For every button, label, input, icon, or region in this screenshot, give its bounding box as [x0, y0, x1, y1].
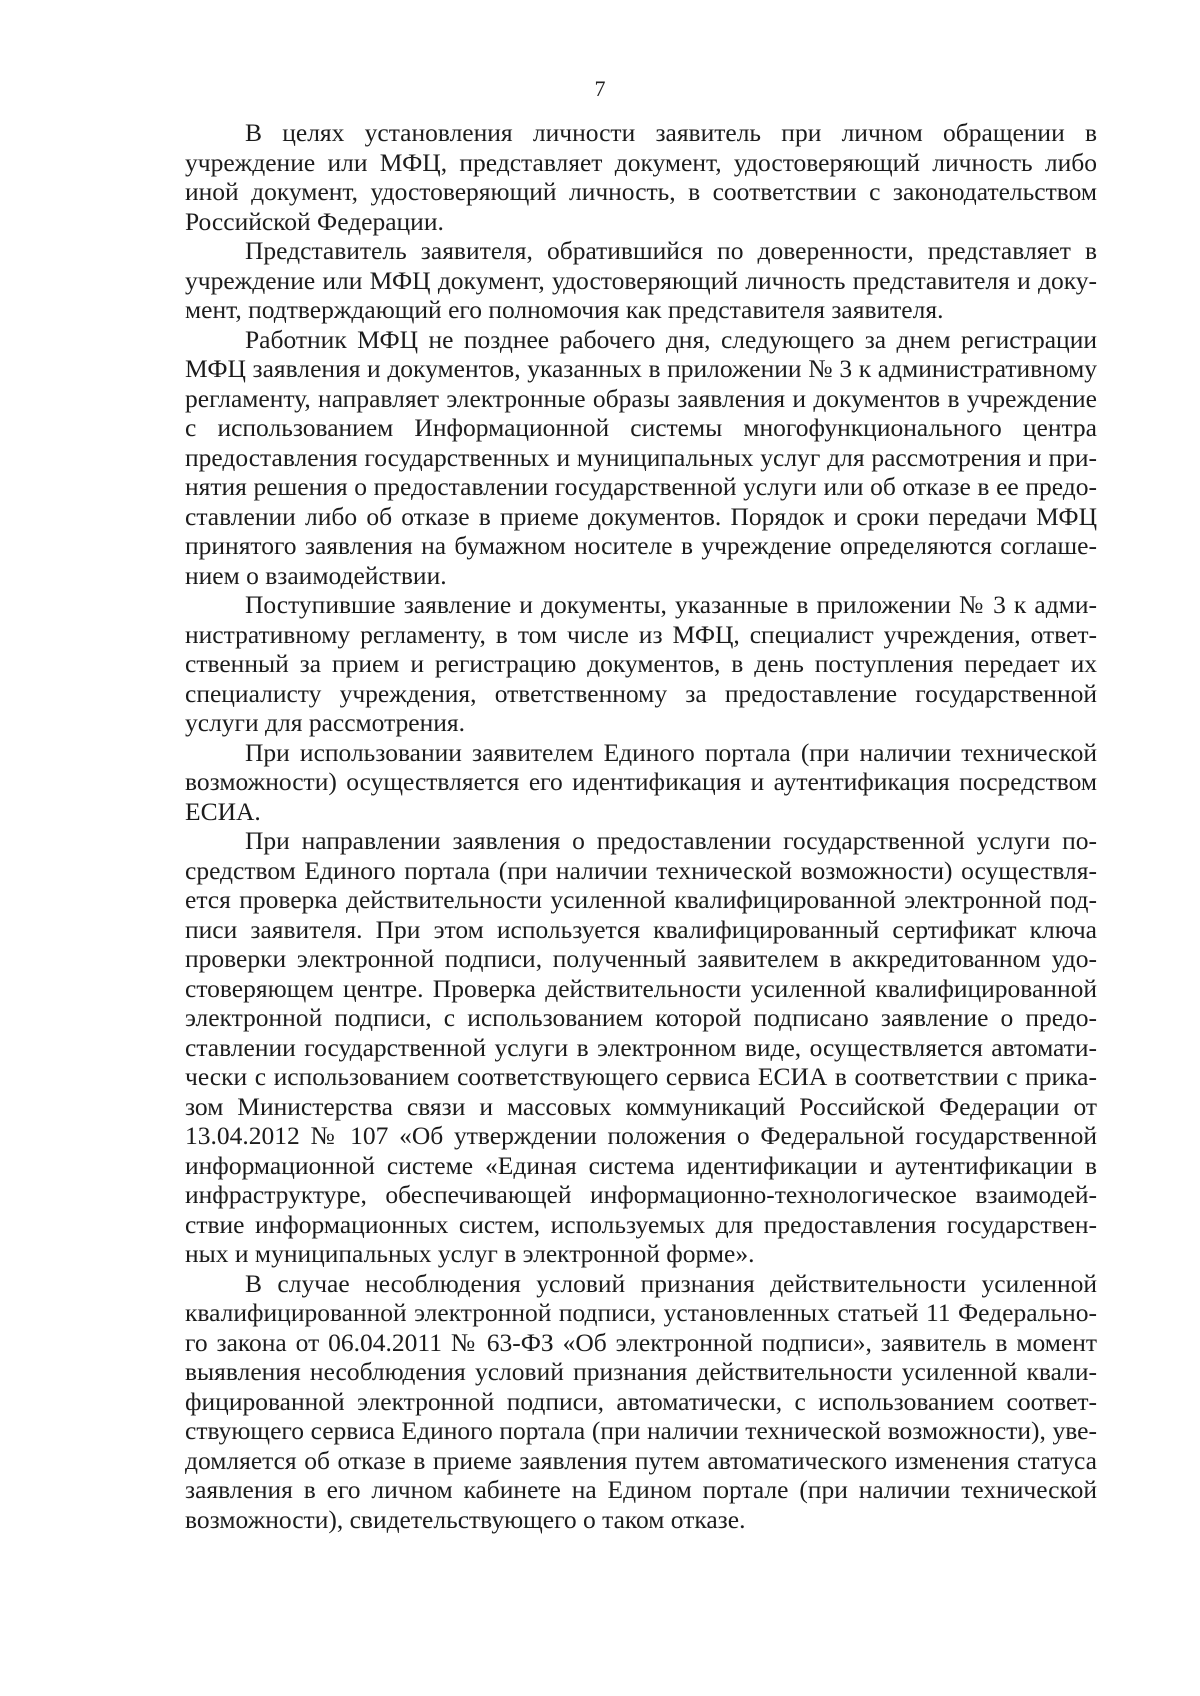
document-body — [185, 118, 1097, 1534]
paragraph-esia-authentication: При использовании заявителем Единого портала (при наличии технической возможности) осуществляется его идентификация и аутентификация посредством ЕСИА. — [185, 737, 1097, 826]
paragraph-identity-verification: В целях установления личности заявитель при личном обращении в учреждение или МФЦ, представляет документ, удостоверяющий личность либо иной документ, удостоверяющий личность, в соответствии с законодательством Российской Федерации. — [185, 118, 1097, 236]
paragraph-mfc-transfer: Работник МФЦ не позднее рабочего дня, следующего за днем регистрации МФЦ заявления и документов, указанных в приложении № 3 к административному регламенту, направляет электронные образы заявления и документов в учреждение с использованием Информационной системы многофункционального центра предоставления государственных и муниципальных услуг для рассмотрения и принятия решения о предоставлении государственной услуги или об отказе в ее предоставлении либо об отказе в приеме документов. Порядок и сроки передачи МФЦ принятого заявления на бумажном носителе в учреждение определяются соглашением о взаимодействии. — [185, 324, 1097, 590]
paragraph-received-documents: Поступившие заявление и документы, указанные в приложении № 3 к административному регламенту, в том числе из МФЦ, специалист учреждения, ответственный за прием и регистрацию документов, в день поступления передает их специалисту учреждения, ответственному за предоставление государственной услуги для рассмотрения. — [185, 590, 1097, 737]
paragraph-signature-verification: При направлении заявления о предоставлении государственной услуги посредством Единого портала (при наличии технической возможности) осуществляется проверка действительности усиленной квалифицированной электронной подписи заявителя. При этом используется квалифицированный сертификат ключа проверки электронной подписи, полученный заявителем в аккредитованном удостоверяющем центре. Проверка действительности усиленной квалифицированной электронной подписи, с использованием которой подписано заявление о предоставлении государственной услуги в электронном виде, осуществляется автоматически с использованием соответствующего сервиса ЕСИА в соответствии с приказом Министерства связи и массовых коммуникаций Российской Федерации от 13.04.2012 № 107 «Об утверждении положения о Федеральной государственной информационной системе «Единая система идентификации и аутентификации в инфраструктуре, обеспечивающей информационно-технологическое взаимодействие информационных систем, используемых для предоставления государственных и муниципальных услуг в электронной форме». — [185, 826, 1097, 1268]
paragraph-representative: Представитель заявителя, обратившийся по доверенности, представляет в учреждение или МФЦ документ, удостоверяющий личность представителя и документ, подтверждающий его полномочия как представителя заявителя. — [185, 236, 1097, 324]
page-number: 7 — [594, 76, 606, 101]
paragraph-signature-failure: В случае несоблюдения условий признания действительности усиленной квалифицированной электронной подписи, установленных статьей 11 Федерального закона от 06.04.2011 № 63-ФЗ «Об электронной подписи», заявитель в момент выявления несоблюдения условий признания действительности усиленной квалифицированной электронной подписи, автоматически, с использованием соответствующего сервиса Единого портала (при наличии технической возможности), уведомляется об отказе в приеме заявления путем автоматического изменения статуса заявления в его личном кабинете на Едином портале (при наличии технической возможности), свидетельствующего о таком отказе. — [185, 1268, 1097, 1534]
